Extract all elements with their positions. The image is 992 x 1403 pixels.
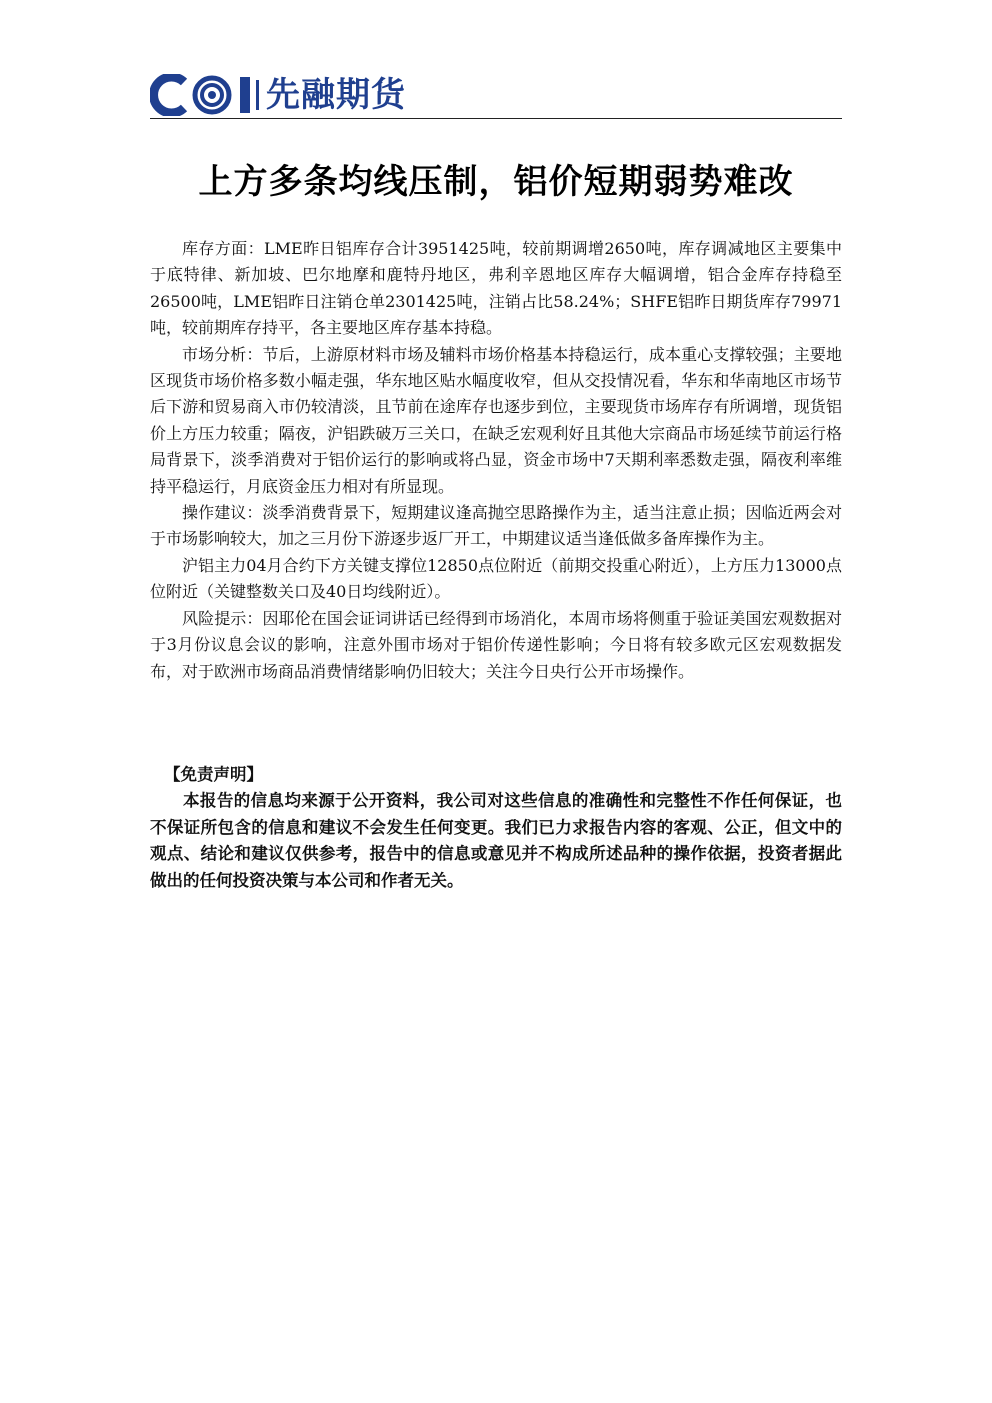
paragraph-support-resistance: 沪铝主力04月合约下方关键支撑位12850点位附近（前期交投重心附近），上方压力13000点位附近（关键整数关口及40日均线附近）。 (150, 555, 842, 602)
paragraph-risk-warning: 风险提示：因耶伦在国会证词讲话已经得到市场消化，本周市场将侧重于验证美国宏观数据对于3月份议息会议的影响，注意外围市场对于铝价传递性影响；今日将有较多欧元区宏观数据发布，对于欧洲市场商品消费情绪影响仍旧较大；关注今日央行公开市场操作。 (150, 608, 842, 681)
paragraph-operation-advice: 操作建议：淡季消费背景下，短期建议逢高抛空思路操作为主，适当注意止损；因临近两会对于市场影响较大，加之三月份下游逐步返厂开工，中期建议适当逢低做多备库操作为主。 (150, 503, 842, 549)
disclaimer-heading: 【免责声明】 (164, 765, 263, 784)
disclaimer-text: 本报告的信息均来源于公开资料，我公司对这些信息的准确性和完整性不作任何保证，也不保证所包含的信息和建议不会发生任何变更。我们已力求报告内容的客观、公正，但文中的观点、结论和建议仅供参考，报告中的信息或意见并不构成所述品种的操作依据，投资者据此做出的任何投资决策与本公司和作者无关。 (150, 791, 842, 890)
report-body (150, 236, 842, 685)
paragraph-market-analysis: 市场分析：节后，上游原材料市场及辅料市场价格基本持稳运行，成本重心支撑较强；主要地区现货市场价格多数小幅走强，华东地区贴水幅度收窄，但从交投情况看，华东和华南地区市场节后下游和贸易商入市仍较清淡，且节前在途库存也逐步到位，主要现货市场库存有所调增，现货铝价上方压力较重；隔夜，沪铝跌破万三关口，在缺乏宏观利好且其他大宗商品市场延续节前运行格局背景下，淡季消费对于铝价运行的影响或将凸显，资金市场中7天期利率悉数走强，隔夜利率维持平稳运行，月底资金压力相对有所显现。 (150, 344, 842, 496)
disclaimer-section (150, 762, 842, 894)
company-name: 先融期货 (266, 75, 406, 115)
company-logo-icon (150, 74, 262, 116)
report-title: 上方多条均线压制，铝价短期弱势难改 (198, 162, 794, 202)
report-header (150, 70, 842, 120)
header-divider (150, 118, 842, 119)
paragraph-inventory: 库存方面：LME昨日铝库存合计3951425吨，较前期调增2650吨，库存调减地区主要集中于底特律、新加坡、巴尔地摩和鹿特丹地区，弗利辛恩地区库存大幅调增，铝合金库存持稳至26500吨，LME铝昨日注销仓单2301425吨，注销占比58.24%；SHFE铝昨日期货库存79971吨，较前期库存持平，各主要地区库存基本持稳。 (150, 239, 842, 338)
